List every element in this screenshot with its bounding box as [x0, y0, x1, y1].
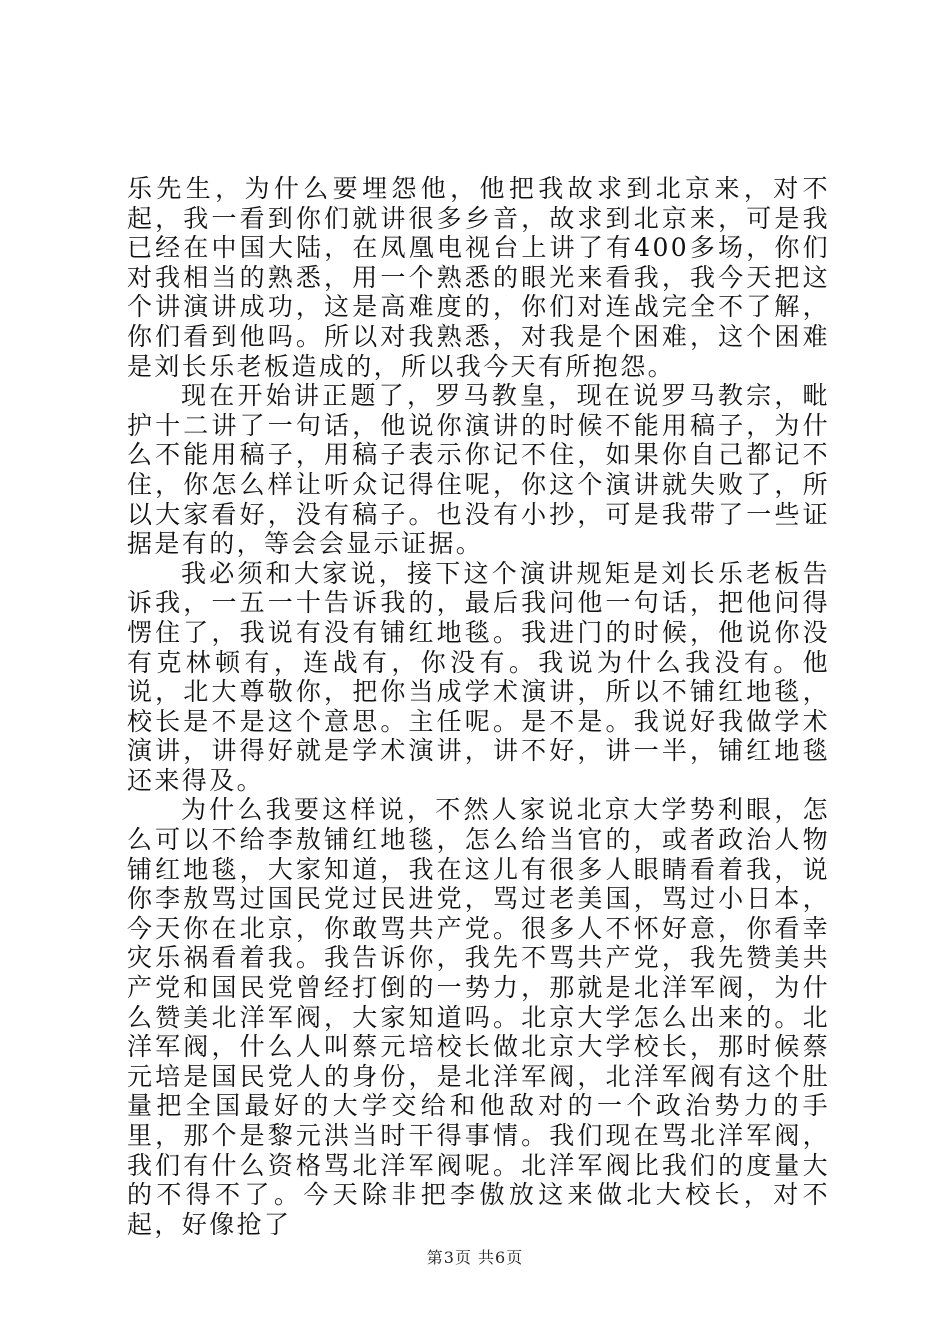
paragraph-4: 为什么我要这样说，不然人家说北京大学势利眼，怎么可以不给李敖铺红地毯，怎么给当官的，或者政治人物铺红地毯，大家知道，我在这儿有很多人眼睛看着我，说你李敖骂过国民党过民进党，骂过老美国，骂过小日本，今天你在北京，你敢骂共产党。很多人不怀好意，你看幸灾乐祸看着我。我告诉你，我先不骂共产党，我先赞美共产党和国民党曾经打倒的一势力，那就是北洋军阀，为什么赞美北洋军阀，大家知道吗。北京大学怎么出来的。北洋军阀，什么人叫蔡元培校长做北京大学校长，那时候蔡元培是国民党人的身份，是北洋军阀，北洋军阀有这个肚量把全国最好的大学交给和他敌对的一个政治势力的手里，那个是黎元洪当时干得事情。我们现在骂北洋军阀，我们有什么资格骂北洋军阀呢。北洋军阀比我们的度量大的不得不了。今天除非把李傲放这来做北大校长，对不起，好像抢了 [127, 795, 830, 1239]
document-body [127, 174, 830, 1239]
paragraph-3: 我必须和大家说，接下这个演讲规矩是刘长乐老板告诉我，一五一十告诉我的，最后我问他一句话，把他问得愣住了，我说有没有铺红地毯。我进门的时候，他说你没有克林顿有，连战有，你没有。我说为什么我没有。他说，北大尊敬你，把你当成学术演讲，所以不铺红地毯，校长是不是这个意思。主任呢。是不是。我说好我做学术演讲，讲得好就是学术演讲，讲不好，讲一半，铺红地毯还来得及。 [127, 558, 830, 795]
paragraph-2: 现在开始讲正题了，罗马教皇，现在说罗马教宗，毗护十二讲了一句话，他说你演讲的时候不能用稿子，为什么不能用稿子，用稿子表示你记不住，如果你自己都记不住，你怎么样让听众记得住呢，你这个演讲就失败了，所以大家看好，没有稿子。也没有小抄，可是我带了一些证据是有的，等会会显示证据。 [127, 381, 830, 559]
page-footer: 第3页 共6页 [426, 1248, 524, 1267]
paragraph-1: 乐先生，为什么要埋怨他，他把我故求到北京来，对不起，我一看到你们就讲很多乡音，故求到北京来，可是我已经在中国大陆，在凤凰电视台上讲了有400多场，你们对我相当的熟悉，用一个熟悉的眼光来看我，我今天把这个讲演讲成功，这是高难度的，你们对连战完全不了解，你们看到他吗。所以对我熟悉，对我是个困难，这个困难是刘长乐老板造成的，所以我今天有所抱怨。 [127, 174, 830, 381]
